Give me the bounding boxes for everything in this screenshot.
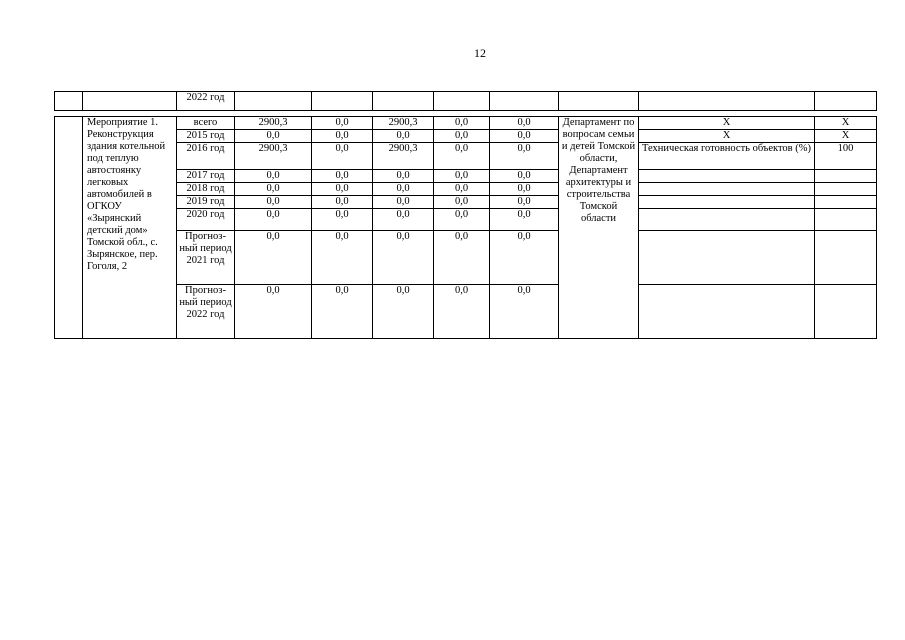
value-cell: 0,0 (434, 231, 490, 285)
executor-cell: Департамент по вопросам семьи и детей Томской области, Департамент архитектуры и строительства Томской области (559, 117, 639, 339)
value-cell: 0,0 (373, 130, 434, 143)
table-row (55, 231, 877, 285)
value-cell: 0,0 (434, 196, 490, 209)
value-cell: 2900,3 (235, 143, 312, 170)
measure-name: Мероприятие 1. Реконструкция здания котельной под теплую автостоянку легковых автомобилей в ОГКОУ «Зырянский детский дом» Томской обл., с. Зырянское, пер. Гоголя, 2 (83, 117, 177, 339)
page-number: 12 (474, 46, 486, 60)
table-row (55, 170, 877, 183)
value-cell: 0,0 (373, 285, 434, 339)
table-row (55, 196, 877, 209)
value-cell: 0,0 (312, 130, 373, 143)
value-cell: 2900,3 (373, 143, 434, 170)
value-cell: 0,0 (373, 196, 434, 209)
measure-table (54, 116, 877, 339)
period-cell: 2019 год (177, 196, 235, 209)
value-cell: 0,0 (312, 285, 373, 339)
value-cell: 0,0 (434, 183, 490, 196)
value-cell: 0,0 (235, 285, 312, 339)
table-row (55, 183, 877, 196)
value-cell: 0,0 (312, 170, 373, 183)
number-cell (55, 117, 83, 339)
period-cell: Прогноз-ный период 2022 год (177, 285, 235, 339)
value-cell: 0,0 (373, 170, 434, 183)
value-cell: 0,0 (312, 183, 373, 196)
table-row (55, 209, 877, 231)
value-cell: 0,0 (490, 130, 559, 143)
value-cell: 0,0 (373, 209, 434, 231)
value-cell: 0,0 (434, 117, 490, 130)
table-row (55, 285, 877, 339)
indicator-value-cell: Х (815, 117, 877, 130)
period-cell: всего (177, 117, 235, 130)
period-cell: 2016 год (177, 143, 235, 170)
value-cell: 0,0 (312, 117, 373, 130)
value-cell: 0,0 (434, 170, 490, 183)
value-cell: 2900,3 (373, 117, 434, 130)
period-cell: 2015 год (177, 130, 235, 143)
table-row (55, 117, 877, 130)
value-cell: 0,0 (312, 196, 373, 209)
value-cell: 0,0 (490, 143, 559, 170)
indicator-cell: Х (639, 117, 815, 130)
value-cell: 0,0 (312, 209, 373, 231)
value-cell: 0,0 (490, 183, 559, 196)
value-cell: 0,0 (373, 231, 434, 285)
value-cell: 0,0 (373, 183, 434, 196)
period-cell: 2022 год (177, 92, 235, 111)
value-cell: 0,0 (490, 170, 559, 183)
value-cell: 0,0 (434, 143, 490, 170)
indicator-value-cell: Х (815, 130, 877, 143)
value-cell: 0,0 (312, 143, 373, 170)
indicator-name-cell: Техническая готовность объектов (%) (639, 143, 815, 170)
value-cell: 0,0 (490, 209, 559, 231)
value-cell: 0,0 (490, 117, 559, 130)
value-cell: 0,0 (434, 285, 490, 339)
value-cell: 0,0 (235, 183, 312, 196)
value-cell: 0,0 (235, 170, 312, 183)
value-cell: 0,0 (434, 209, 490, 231)
value-cell: 0,0 (235, 196, 312, 209)
value-cell: 2900,3 (235, 117, 312, 130)
table-row (55, 92, 877, 111)
value-cell: 0,0 (235, 130, 312, 143)
period-cell: Прогноз-ный период 2021 год (177, 231, 235, 285)
value-cell: 0,0 (434, 130, 490, 143)
table-row (55, 143, 877, 170)
value-cell: 0,0 (235, 209, 312, 231)
table-row (55, 130, 877, 143)
indicator-value-cell: 100 (815, 143, 877, 170)
continuation-table (54, 91, 877, 111)
value-cell: 0,0 (235, 231, 312, 285)
period-cell: 2018 год (177, 183, 235, 196)
period-cell: 2020 год (177, 209, 235, 231)
value-cell: 0,0 (490, 196, 559, 209)
value-cell: 0,0 (490, 231, 559, 285)
value-cell: 0,0 (312, 231, 373, 285)
period-cell: 2017 год (177, 170, 235, 183)
indicator-cell: Х (639, 130, 815, 143)
value-cell: 0,0 (490, 285, 559, 339)
